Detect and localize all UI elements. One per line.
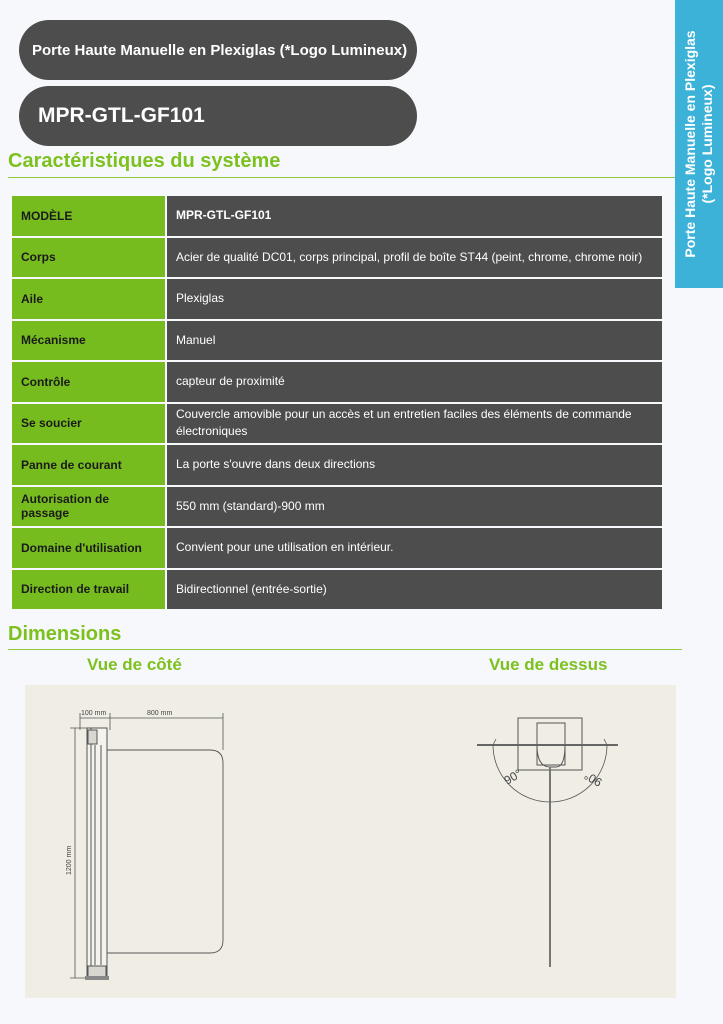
- spec-value: Bidirectionnel (entrée-sortie): [167, 570, 662, 610]
- spec-row: [12, 445, 662, 485]
- spec-value: 550 mm (standard)-900 mm: [167, 487, 662, 527]
- specs-title: Caractéristiques du système: [8, 150, 281, 172]
- spec-label: Aile: [12, 279, 167, 319]
- technical-drawings: [25, 685, 676, 998]
- spec-row: [12, 196, 662, 236]
- dimensions-title: Dimensions: [8, 623, 122, 645]
- model-pill: [19, 86, 417, 146]
- side-tab-line-1: Porte Haute Manuelle en Plexiglas: [682, 30, 698, 258]
- side-dim-wing: 800 mm: [147, 710, 173, 717]
- spec-value: Plexiglas: [167, 279, 662, 319]
- spec-value: La porte s'ouvre dans deux directions: [167, 445, 662, 485]
- spec-label: Panne de courant: [12, 445, 167, 485]
- side-dim-height: 1200 mm: [66, 845, 73, 875]
- spec-value: Couvercle amovible pour un accès et un entretien faciles des éléments de commande électroniques: [167, 404, 662, 444]
- spec-row: [12, 487, 662, 527]
- spec-table: [12, 194, 662, 611]
- top-angle-right: 90°: [581, 768, 605, 790]
- spec-value: Convient pour une utilisation en intérieur.: [167, 528, 662, 568]
- spec-label: Direction de travail: [12, 570, 167, 610]
- side-tab: [675, 0, 723, 288]
- spec-row: [12, 321, 662, 361]
- spec-row: [12, 362, 662, 402]
- top-view-drawing: [477, 718, 618, 967]
- top-angle-left: 90°: [501, 766, 525, 788]
- side-tab-line-2: (*Logo Lumineux): [699, 84, 715, 204]
- spec-label: Corps: [12, 238, 167, 278]
- side-view-drawing: [70, 713, 223, 980]
- specs-divider: [8, 177, 675, 178]
- spec-value: Manuel: [167, 321, 662, 361]
- spec-label: MODÈLE: [12, 196, 167, 236]
- model-code: MPR-GTL-GF101: [38, 104, 205, 127]
- side-view-label: Vue de côté: [87, 655, 182, 674]
- top-view-label: Vue de dessus: [489, 655, 608, 674]
- spec-value: MPR-GTL-GF101: [167, 196, 662, 236]
- spec-value: capteur de proximité: [167, 362, 662, 402]
- spec-row: [12, 528, 662, 568]
- spec-row: [12, 238, 662, 278]
- product-title: Porte Haute Manuelle en Plexiglas (*Logo Lumineux): [32, 41, 408, 59]
- spec-row: [12, 404, 662, 444]
- product-title-pill: [19, 20, 417, 80]
- side-dim-post: 100 mm: [81, 710, 107, 717]
- spec-label: Se soucier: [12, 404, 167, 444]
- spec-label: Domaine d'utilisation: [12, 528, 167, 568]
- spec-label: Autorisation de passage: [12, 487, 167, 527]
- spec-label: Contrôle: [12, 362, 167, 402]
- dimensions-divider: [8, 649, 682, 650]
- spec-label: Mécanisme: [12, 321, 167, 361]
- drawing-area: [25, 685, 676, 998]
- spec-value: Acier de qualité DC01, corps principal, profil de boîte ST44 (peint, chrome, chrome noir): [167, 238, 662, 278]
- spec-row: [12, 279, 662, 319]
- spec-row: [12, 570, 662, 610]
